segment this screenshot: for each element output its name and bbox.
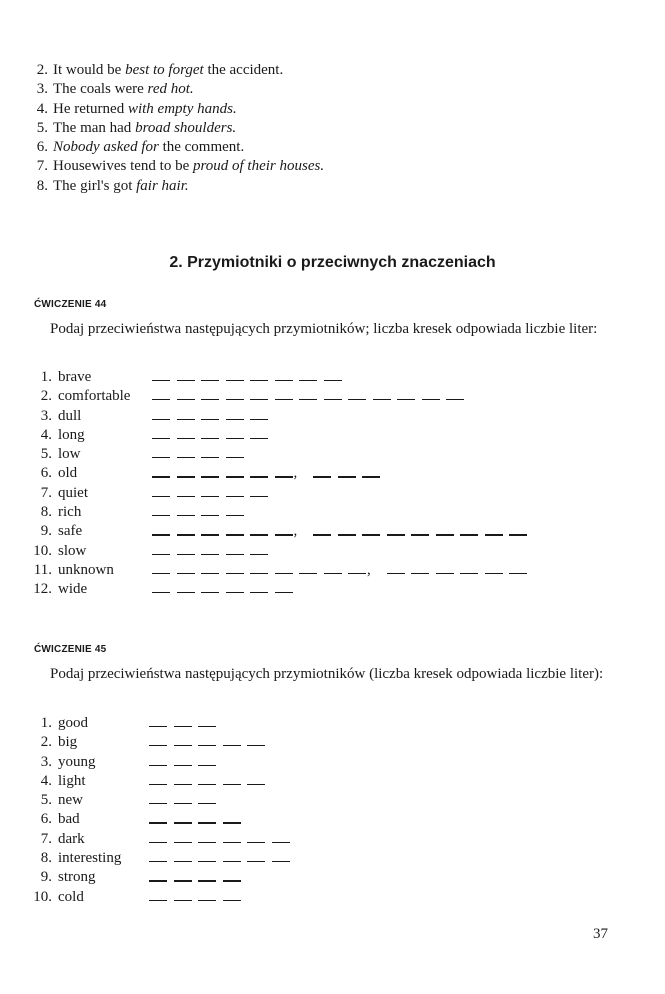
letter-blank (411, 573, 429, 574)
exercise-item (30, 407, 130, 426)
item-number: 4. (40, 772, 52, 789)
adjective: young (58, 753, 96, 770)
exercise-item (30, 580, 130, 599)
adjective: good (58, 715, 88, 731)
letter-blank (152, 515, 170, 516)
exercise-44-list (30, 368, 371, 600)
item-number: 8. (36, 177, 48, 194)
letter-blank (177, 573, 195, 574)
item-number: 1. (40, 715, 52, 731)
letter-blank (436, 573, 454, 574)
exercise-item (30, 849, 121, 868)
item-number: 12. (33, 581, 52, 598)
sentence-emphasis: with empty hands. (127, 100, 237, 117)
letter-blank (275, 399, 293, 400)
letter-blank (198, 880, 216, 881)
item-number: 9. (40, 523, 52, 540)
letter-blank (201, 515, 219, 516)
sentence-emphasis: broad shoulders. (135, 119, 237, 136)
adjective: safe (58, 523, 83, 540)
letter-blank (174, 784, 192, 785)
item-number: 10. (33, 888, 52, 905)
letter-blank (247, 745, 265, 746)
sentence-item (30, 138, 324, 157)
letter-blank (338, 534, 356, 535)
item-number: 3. (40, 753, 52, 770)
letter-blank (226, 380, 244, 381)
exercise-item (30, 426, 130, 445)
letter-blank (152, 438, 170, 439)
item-number: 4. (36, 100, 48, 117)
letter-blank (299, 380, 317, 381)
letter-blank (485, 534, 503, 535)
item-number: 9. (40, 869, 52, 886)
adjective: dull (58, 407, 82, 424)
letter-blank (201, 496, 219, 497)
letter-blank (460, 534, 478, 535)
adjective: big (58, 734, 78, 751)
letter-blank (387, 534, 405, 535)
letter-blank (250, 399, 268, 400)
exercise-item (30, 445, 130, 464)
section-title: 2. Przymiotniki o przeciwnych znaczeniach (169, 254, 496, 271)
letter-blank (272, 842, 290, 843)
item-number: 3. (40, 407, 52, 424)
letter-blank (460, 573, 478, 574)
adjective: cold (58, 888, 84, 905)
letter-blank (436, 534, 454, 535)
sentence-text: Housewives tend to be (53, 158, 193, 175)
letter-blank (149, 900, 167, 901)
adjective: light (58, 772, 86, 789)
letter-blank (485, 573, 503, 574)
letter-blank (174, 803, 192, 804)
letter-blank (362, 476, 380, 477)
exercise-item (30, 753, 121, 772)
letter-blank (226, 534, 244, 535)
letter-blank (152, 380, 170, 381)
letter-blank (201, 592, 219, 593)
letter-blank (152, 592, 170, 593)
item-number: 2. (40, 734, 52, 751)
letter-blank (299, 573, 317, 574)
letter-blank (250, 554, 268, 555)
adjective: rich (58, 504, 82, 521)
sentence-item (30, 157, 324, 176)
letter-blank (411, 534, 429, 535)
adjective: unknown (58, 561, 114, 578)
letter-blank (223, 861, 241, 862)
letter-blank (201, 573, 219, 574)
letter-blank (223, 784, 241, 785)
letter-blank (223, 880, 241, 881)
adjective: wide (58, 581, 88, 598)
adjective: strong (58, 869, 96, 886)
letter-blank (198, 842, 216, 843)
letter-blank (174, 900, 192, 901)
adjective: long (58, 426, 85, 443)
exercise-item (30, 772, 121, 791)
letter-blank (223, 745, 241, 746)
letter-blank (201, 380, 219, 381)
item-number: 7. (36, 158, 48, 175)
separator-comma: , (367, 561, 371, 578)
letter-blank (247, 842, 265, 843)
item-number: 4. (40, 426, 52, 443)
adjective: comfortable (58, 388, 131, 405)
letter-blank (152, 476, 170, 477)
letter-blank (198, 803, 216, 804)
letter-blank (198, 822, 216, 823)
sentence-item (30, 100, 324, 119)
letter-blank (149, 861, 167, 862)
letter-blank (152, 399, 170, 400)
letter-blank (223, 842, 241, 843)
sentence-item (30, 80, 324, 99)
exercise-item (30, 464, 298, 483)
item-number: 5. (36, 119, 48, 136)
letter-blank (387, 573, 405, 574)
item-number: 11. (33, 561, 52, 578)
exercise-item (30, 714, 121, 733)
letter-blank (149, 726, 167, 727)
letter-blank (149, 822, 167, 823)
letter-blank (198, 726, 216, 727)
letter-blank (250, 496, 268, 497)
letter-blank (174, 880, 192, 881)
letter-blank (275, 534, 293, 535)
item-number: 6. (40, 811, 52, 828)
letter-blank (201, 457, 219, 458)
exercise-item (30, 791, 121, 810)
letter-blank (174, 861, 192, 862)
exercise-item (30, 810, 121, 829)
sentence-item (30, 177, 324, 196)
letter-blank (373, 399, 391, 400)
letter-blank (177, 534, 195, 535)
letter-blank (149, 842, 167, 843)
sentence-emphasis: fair hair. (136, 177, 189, 194)
letter-blank (149, 784, 167, 785)
letter-blank (250, 476, 268, 477)
page-number: 37 (593, 926, 608, 942)
letter-blank (201, 419, 219, 420)
letter-blank (226, 399, 244, 400)
letter-blank (250, 438, 268, 439)
letter-blank (174, 822, 192, 823)
exercise-item (30, 484, 130, 503)
sentence-item (30, 119, 324, 138)
sentence-emphasis: proud of their houses. (192, 158, 325, 175)
letter-blank (149, 765, 167, 766)
adjective: bad (58, 811, 80, 828)
letter-blank (299, 399, 317, 400)
item-number: 1. (40, 369, 52, 385)
letter-blank (509, 534, 527, 535)
letter-blank (201, 399, 219, 400)
letter-blank (397, 399, 415, 400)
letter-blank (223, 822, 241, 823)
sentence-list (30, 61, 324, 196)
letter-blank (201, 554, 219, 555)
sentence-text: the accident. (203, 62, 284, 78)
letter-blank (275, 573, 293, 574)
sentence-text: He returned (53, 100, 128, 117)
exercise-item (30, 368, 130, 387)
letter-blank (226, 438, 244, 439)
letter-blank (226, 515, 244, 516)
letter-blank (446, 399, 464, 400)
adjective: low (58, 446, 81, 463)
sentence-text: It would be (53, 62, 126, 78)
letter-blank (509, 573, 527, 574)
letter-blank (275, 592, 293, 593)
letter-blank (201, 534, 219, 535)
letter-blank (275, 476, 293, 477)
letter-blank (152, 573, 170, 574)
letter-blank (247, 861, 265, 862)
letter-blank (174, 765, 192, 766)
exercise-item (30, 542, 130, 561)
letter-blank (324, 399, 342, 400)
letter-blank (324, 380, 342, 381)
letter-blank (177, 515, 195, 516)
letter-blank (226, 419, 244, 420)
exercise-item (30, 888, 121, 907)
letter-blank (226, 573, 244, 574)
sentence-emphasis: red hot. (147, 81, 194, 98)
letter-blank (362, 534, 380, 535)
letter-blank (226, 496, 244, 497)
separator-comma: , (293, 465, 298, 482)
letter-blank (177, 457, 195, 458)
item-number: 6. (40, 465, 52, 482)
letter-blank (177, 438, 195, 439)
exercise-item (30, 503, 130, 522)
item-number: 8. (40, 504, 52, 521)
letter-blank (201, 476, 219, 477)
item-number: 2. (40, 388, 52, 405)
exercise-45-instruction: Podaj przeciwieństwa następujących przymiotników (liczba kresek odpowiada liczbie liter): (50, 666, 604, 682)
letter-blank (226, 592, 244, 593)
adjective: new (58, 792, 83, 809)
letter-blank (422, 399, 440, 400)
letter-blank (198, 900, 216, 901)
letter-blank (198, 765, 216, 766)
sentence-emphasis: best to forget (125, 62, 204, 78)
letter-blank (152, 554, 170, 555)
letter-blank (174, 726, 192, 727)
letter-blank (198, 745, 216, 746)
exercise-item (30, 733, 121, 752)
adjective: interesting (58, 850, 122, 867)
exercise-item (30, 561, 371, 580)
letter-blank (201, 438, 219, 439)
sentence-text: the comment. (158, 139, 245, 156)
letter-blank (152, 419, 170, 420)
adjective: dark (58, 830, 85, 847)
letter-blank (250, 592, 268, 593)
letter-blank (149, 803, 167, 804)
letter-blank (177, 554, 195, 555)
letter-blank (348, 573, 366, 574)
item-number: 10. (33, 542, 52, 559)
letter-blank (250, 419, 268, 420)
letter-blank (177, 496, 195, 497)
letter-blank (174, 745, 192, 746)
letter-blank (198, 861, 216, 862)
letter-blank (177, 380, 195, 381)
letter-blank (226, 457, 244, 458)
item-number: 3. (36, 81, 48, 98)
adjective: slow (58, 542, 87, 559)
exercise-44-label: ĆWICZENIE 44 (34, 299, 107, 310)
adjective: brave (58, 369, 92, 385)
letter-blank (250, 380, 268, 381)
letter-blank (177, 476, 195, 477)
item-number: 5. (40, 792, 52, 809)
letter-blank (275, 380, 293, 381)
letter-blank (338, 476, 356, 477)
sentence-text: The coals were (53, 81, 148, 98)
item-number: 8. (40, 850, 52, 867)
exercise-item (30, 868, 121, 887)
letter-blank (324, 573, 342, 574)
exercise-item (30, 522, 298, 541)
letter-blank (223, 900, 241, 901)
letter-blank (272, 861, 290, 862)
letter-blank (313, 534, 331, 535)
item-number: 7. (40, 484, 52, 501)
letter-blank (177, 592, 195, 593)
exercise-45-list (30, 714, 121, 907)
letter-blank (250, 534, 268, 535)
exercise-44-instruction: Podaj przeciwieństwa następujących przymiotników; liczba kresek odpowiada liczbie liter: (50, 321, 598, 337)
sentence-emphasis: Nobody asked for (53, 139, 159, 156)
sentence-text: The man had (53, 119, 136, 136)
letter-blank (152, 457, 170, 458)
item-number: 5. (40, 446, 52, 463)
adjective: old (58, 465, 78, 482)
letter-blank (226, 554, 244, 555)
adjective: quiet (58, 484, 88, 501)
letter-blank (177, 399, 195, 400)
letter-blank (149, 880, 167, 881)
letter-blank (247, 784, 265, 785)
letter-blank (152, 534, 170, 535)
exercise-item (30, 387, 130, 406)
exercise-item (30, 830, 121, 849)
sentence-item (30, 61, 324, 80)
letter-blank (348, 399, 366, 400)
letter-blank (313, 476, 331, 477)
item-number: 2. (36, 62, 48, 78)
letter-blank (198, 784, 216, 785)
item-number: 7. (40, 830, 52, 847)
exercise-45-label: ĆWICZENIE 45 (34, 644, 107, 655)
letter-blank (250, 573, 268, 574)
letter-blank (152, 496, 170, 497)
letter-blank (226, 476, 244, 477)
sentence-text: The girl's got (53, 177, 137, 194)
item-number: 6. (36, 139, 48, 156)
letter-blank (149, 745, 167, 746)
letter-blank (174, 842, 192, 843)
separator-comma: , (293, 523, 298, 540)
letter-blank (177, 419, 195, 420)
